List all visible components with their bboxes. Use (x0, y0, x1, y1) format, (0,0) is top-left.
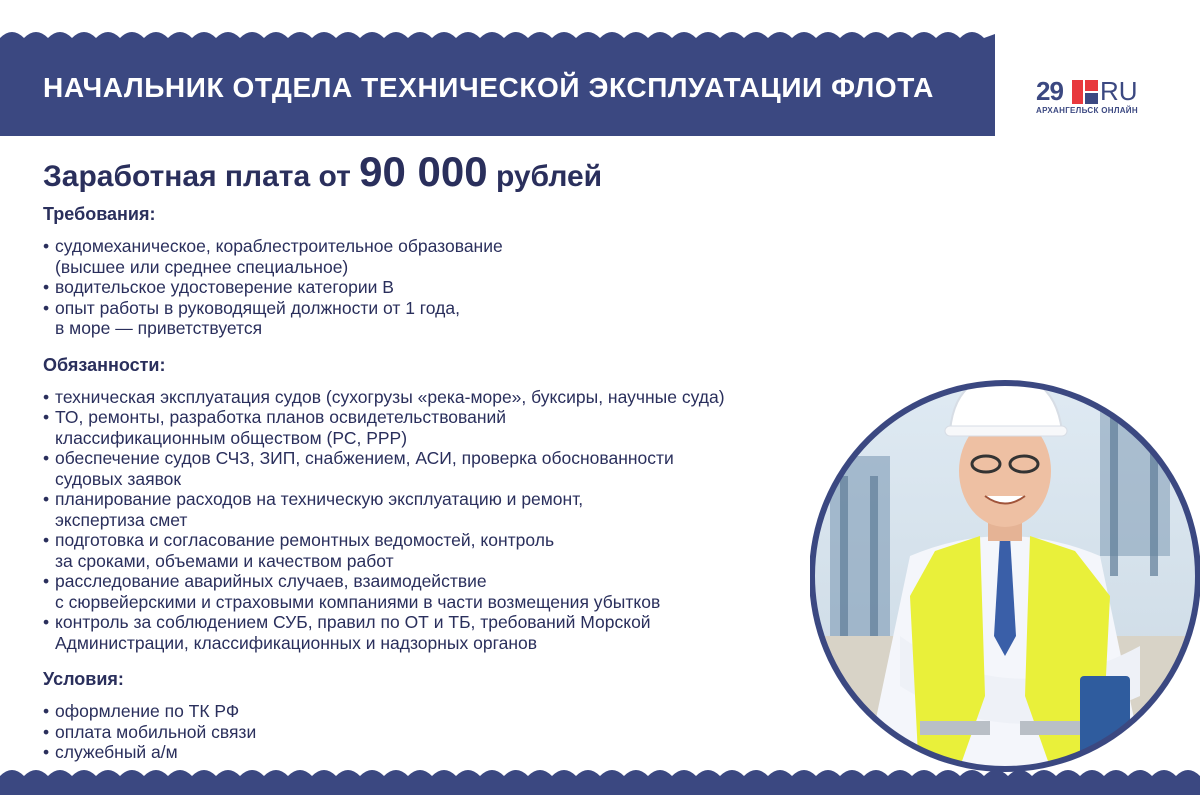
duties-title: Обязанности: (43, 354, 166, 375)
list-item: • расследование аварийных случаев, взаимодействие с сюрвейерскими и страховыми компаниями в части возмещения убытков (43, 571, 843, 612)
requirements-title: Требования: (43, 204, 156, 224)
vacancy-details (43, 204, 843, 763)
logo-number: 29 (1036, 76, 1063, 106)
salary-currency: рублей (495, 160, 603, 193)
salary-line (43, 150, 602, 199)
logo-subtitle: АРХАНГЕЛЬСК ОНЛАЙН (1036, 106, 1138, 115)
conditions-list (43, 701, 843, 763)
duties-section (43, 355, 843, 654)
list-item: • судомеханическое, кораблестроительное образование (высшее или среднее специальное) (43, 236, 843, 277)
title-banner (0, 44, 995, 136)
duties-list (43, 387, 843, 654)
requirements-section (43, 204, 843, 339)
list-item: • оплата мобильной связи (43, 722, 843, 743)
salary-prefix: Заработная плата от (43, 160, 351, 193)
list-item: • обеспечение судов СЧЗ, ЗИП, снабжением, АСИ, проверка обоснованности судовых заявок (43, 448, 843, 489)
list-item: • контроль за соблюдением СУБ, правил по ОТ и ТБ, требований Морской Администрации, классификационных и надзорных органов (43, 612, 843, 653)
list-item: • подготовка и согласование ремонтных ведомостей, контроль за сроками, объемами и качеством работ (43, 530, 843, 571)
list-item: • ТО, ремонты, разработка планов освидетельствований классификационным обществом (РС, РРР) (43, 407, 843, 448)
job-title: НАЧАЛЬНИК ОТДЕЛА ТЕХНИЧЕСКОЙ ЭКСПЛУАТАЦИИ ФЛОТА (43, 72, 934, 103)
conditions-title: Условия: (43, 669, 124, 689)
list-item: • оформление по ТК РФ (43, 701, 843, 722)
bottom-wave-decoration (0, 762, 1200, 795)
conditions-section (43, 669, 843, 763)
requirements-list (43, 236, 843, 339)
list-item: • водительское удостоверение категории В (43, 277, 843, 298)
list-item: • планирование расходов на техническую эксплуатацию и ремонт, экспертиза смет (43, 489, 843, 530)
logo-square-icon (1072, 80, 1098, 104)
worker-photo (810, 336, 1200, 795)
top-wave-decoration (0, 0, 995, 50)
salary-amount: 90 000 (359, 148, 488, 195)
logo-29ru[interactable] (1036, 78, 1166, 118)
logo-suffix: RU (1100, 76, 1138, 106)
list-item: • опыт работы в руководящей должности от 1 года, в море — приветствуется (43, 298, 843, 339)
list-item: • служебный а/м (43, 742, 843, 763)
list-item: • техническая эксплуатация судов (сухогрузы «река-море», буксиры, научные суда) (43, 387, 843, 408)
